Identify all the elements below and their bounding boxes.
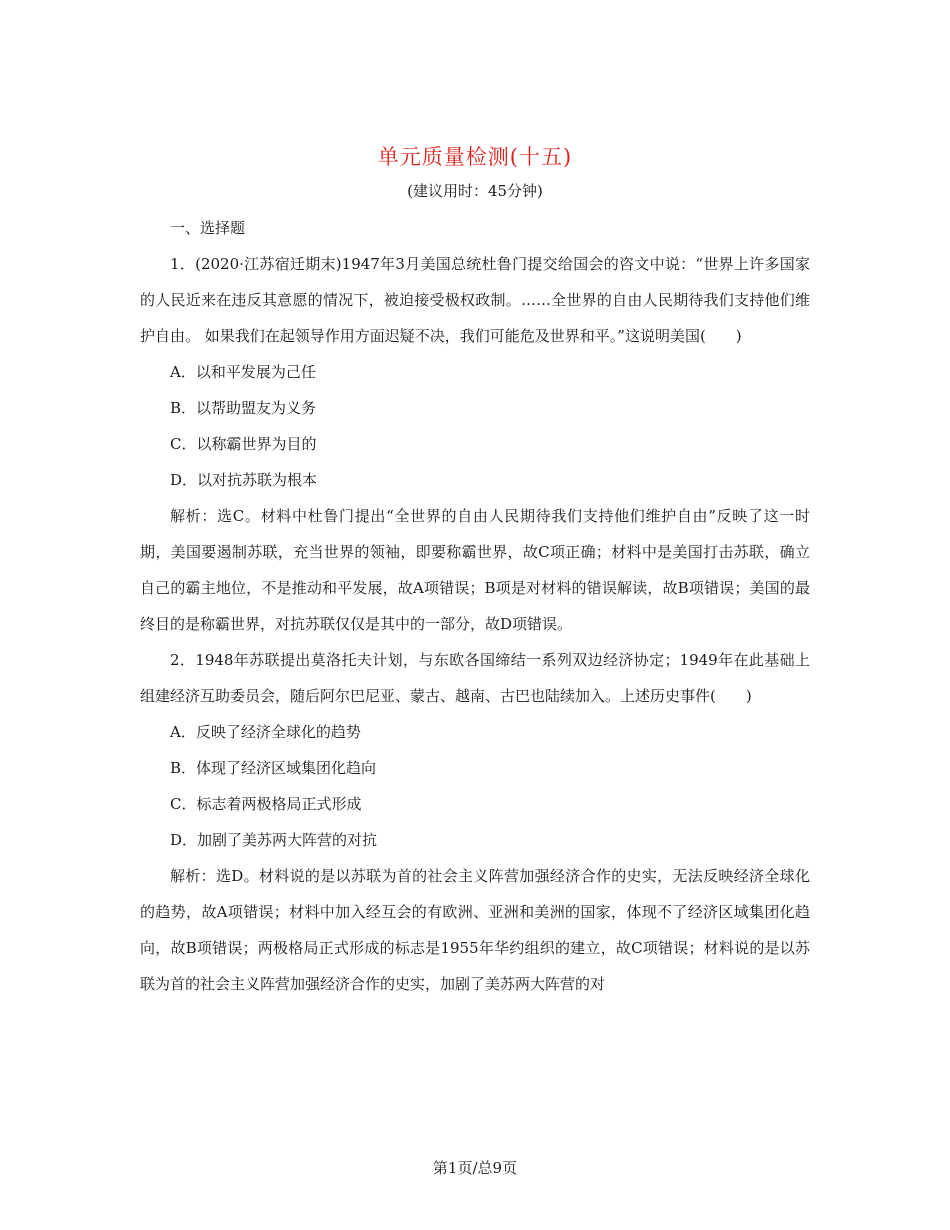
question-stem: 1．(2020·江苏宿迁期末)1947年3月美国总统杜鲁门提交给国会的咨文中说：“世界上许多国家的人民近来在违反其意愿的情况下，被迫接受极权政制。……全世界的自由人民期待我们支持他们维护自由。 如果我们在起领导作用方面迟疑不决，我们可能危及世界和平。”这说明美国( ) <box>140 255 810 345</box>
question-1 <box>140 246 810 642</box>
option-b: B．以帮助盟友为义务 <box>170 399 317 417</box>
question-2 <box>140 642 810 1002</box>
option-a: A．反映了经济全球化的趋势 <box>170 723 361 741</box>
answer-analysis: 解析：选D。材料说的是以苏联为首的社会主义阵营加强经济合作的史实，无法反映经济全球化的趋势，故A项错误；材料中加入经互会的有欧洲、亚洲和美洲的国家，体现不了经济区域集团化趋向，故B项错误；两极格局正式形成的标志是1955年华约组织的建立，故C项错误；材料说的是以苏联为首的社会主义阵营加强经济合作的史实，加剧了美苏两大阵营的对 <box>140 867 810 993</box>
answer-analysis: 解析：选C。材料中杜鲁门提出“全世界的自由人民期待我们支持他们维护自由”反映了这一时期，美国要遏制苏联，充当世界的领袖，即要称霸世界，故C项正确；材料中是美国打击苏联，确立自己的霸主地位，不是推动和平发展，故A项错误；B项是对材料的错误解读，故B项错误；美国的最终目的是称霸世界，对抗苏联仅仅是其中的一部分，故D项错误。 <box>140 507 810 633</box>
option-b: B．体现了经济区域集团化趋向 <box>170 759 377 777</box>
option-c: C．以称霸世界为目的 <box>170 435 317 453</box>
section-heading: 一、选择题 <box>170 219 246 237</box>
suggested-time-note: (建议用时：45分钟) <box>407 182 543 200</box>
page-footer: 第1页/总9页 <box>432 1159 518 1177</box>
option-d: D．以对抗苏联为根本 <box>170 471 318 489</box>
option-d: D．加剧了美苏两大阵营的对抗 <box>170 831 378 849</box>
option-a: A．以和平发展为己任 <box>170 363 316 381</box>
question-stem: 2．1948年苏联提出莫洛托夫计划，与东欧各国缔结一系列双边经济协定；1949年在此基础上组建经济互助委员会，随后阿尔巴尼亚、蒙古、越南、古巴也陆续加入。上述历史事件( ) <box>140 651 810 705</box>
page-title: 单元质量检测(十五) <box>377 145 573 169</box>
document-body <box>140 210 810 1002</box>
option-c: C．标志着两极格局正式形成 <box>170 795 362 813</box>
